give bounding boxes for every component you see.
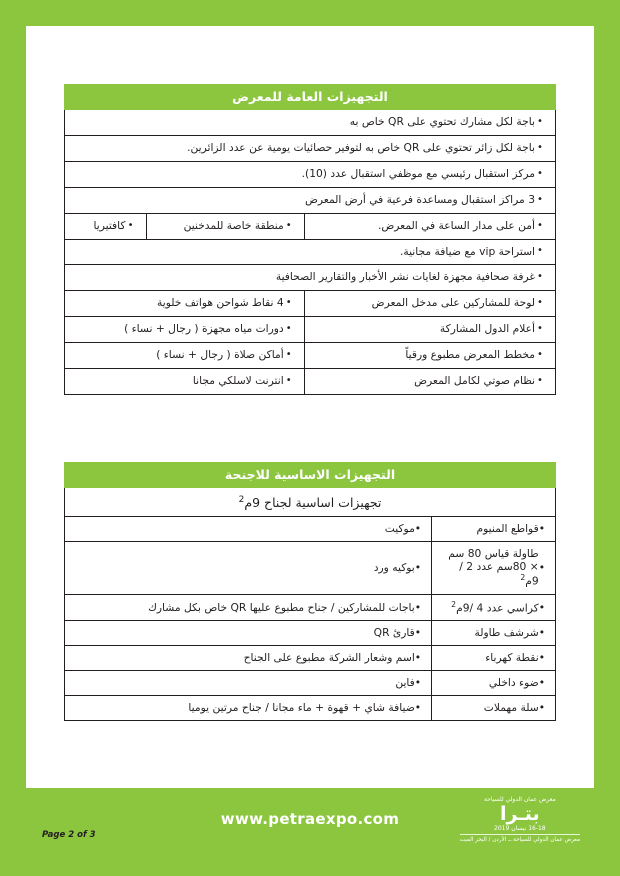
general-equipment-section [64, 84, 556, 395]
table-cell-desc [65, 646, 432, 670]
table-cell [305, 369, 555, 394]
cell-text: طاولة قياس 80 سم × 80سم عدد 2 / 9م [448, 547, 539, 588]
cell-text: قارئ QR [373, 626, 415, 640]
cell-text: شرشف طاولة [474, 626, 539, 640]
table-row [65, 342, 555, 368]
table-row [65, 620, 555, 645]
table-row [65, 541, 555, 594]
cell-text: ضوء داخلي [488, 676, 539, 690]
table-cell-label [432, 621, 555, 645]
bullet-icon: • [538, 676, 545, 690]
bullet-icon: • [537, 349, 543, 361]
page-content [26, 26, 594, 850]
table-cell [65, 162, 555, 187]
table-row [65, 110, 555, 135]
bullet-icon: • [538, 701, 545, 715]
cell-text: ضيافة شاي + قهوة + ماء مجانا / جناح مرتين يوميا [188, 701, 415, 715]
bullet-icon: • [538, 600, 545, 614]
bullet-icon: • [537, 297, 543, 309]
table-cell [305, 214, 555, 239]
cell-text: انترنت لاسلكي مجانا [192, 374, 284, 388]
page-border-top [0, 0, 620, 26]
cell-text: مركز استقبال رئيسي مع موظفي استقبال عدد (10). [301, 166, 535, 180]
bullet-icon: • [414, 651, 422, 665]
bullet-icon: • [538, 626, 545, 640]
table-cell-desc [65, 696, 432, 720]
cell-text: 3 مراكز استقبال ومساعدة فرعية في أرض المعرض [304, 192, 535, 206]
bullet-icon: • [414, 626, 422, 640]
booth-equipment-table [64, 516, 556, 721]
cell-text: باجة لكل مشارك تحتوي على QR خاص به [349, 115, 535, 128]
table-cell [65, 188, 555, 213]
bullet-icon: • [538, 522, 545, 536]
table-cell [65, 343, 305, 368]
cell-superscript: 2 [451, 599, 457, 609]
cell-text: قواطع المنيوم [476, 522, 539, 536]
bullet-icon: • [538, 651, 545, 665]
table-row [65, 264, 555, 290]
bullet-icon: • [537, 323, 543, 335]
bullet-icon: • [537, 245, 543, 257]
cell-text: غرفة صحافية مجهزة لغايات نشر الأخبار والتقارير الصحافية [275, 270, 535, 284]
table-cell [65, 240, 555, 265]
table-cell [305, 317, 555, 342]
bullet-icon: • [538, 560, 545, 574]
table-cell-label [432, 696, 555, 720]
table-cell-desc [65, 517, 432, 541]
table-row [65, 695, 555, 720]
general-equipment-table [64, 110, 556, 395]
table-row [65, 135, 555, 161]
table-cell [65, 214, 147, 239]
table-cell-desc [65, 621, 432, 645]
cell-text: نظام صوتي لكامل المعرض [414, 374, 535, 388]
bullet-icon: • [537, 219, 543, 231]
table-cell [65, 317, 305, 342]
bullet-icon: • [285, 349, 292, 361]
bullet-icon: • [414, 560, 422, 574]
subtitle-superscript: 2 [238, 495, 245, 505]
cell-text: 4 نقاط شواحن هواتف خلوية [157, 296, 284, 310]
cell-text: باجات للمشاركين / جناح مطبوع عليها QR خاص بكل مشارك [148, 600, 415, 614]
bullet-icon: • [537, 271, 543, 283]
cell-text: بوكيه ورد [373, 560, 415, 574]
cell-text: أماكن صلاة ( رجال + نساء ) [156, 348, 284, 362]
table-cell [65, 265, 555, 290]
table-row [65, 645, 555, 670]
cell-text: مخطط المعرض مطبوع ورقياً [405, 348, 535, 362]
booth-equipment-section [64, 462, 556, 721]
bullet-icon: • [537, 193, 543, 205]
bullet-icon: • [285, 297, 292, 309]
brand-date: 16-18 نيسان 2019 [494, 824, 546, 832]
page-border-right [594, 0, 620, 876]
table-cell-label [432, 517, 555, 541]
cell-text: أعلام الدول المشاركة [439, 322, 535, 336]
cell-text: كافتيريا [93, 218, 126, 232]
cell-text: دورات مياه مجهزة ( رجال + نساء ) [124, 322, 284, 336]
brand-subtitle: معرض عمان الدولي للسياحة ــ الأردن / البحر الميت [460, 834, 580, 844]
page-border-bottom [0, 850, 620, 876]
cell-text: فاين [395, 676, 415, 690]
bullet-icon: • [537, 115, 543, 127]
table-row [65, 594, 555, 621]
page-border-left [0, 0, 26, 876]
cell-text: باجة لكل زائر تحتوي على QR خاص به لتوفير حصائيات يومية عن عدد الزائرين. [187, 140, 535, 154]
table-cell-label [432, 595, 555, 621]
bullet-icon: • [127, 219, 134, 231]
table-cell [65, 110, 555, 135]
page-number: Page 2 of 3 [42, 830, 96, 840]
table-cell-desc [65, 542, 432, 594]
website-link[interactable]: www.petraexpo.com [220, 810, 400, 828]
table-row [65, 316, 555, 342]
cell-superscript: 2 [520, 573, 526, 583]
table-row [65, 368, 555, 394]
cell-text: موكيت [384, 522, 415, 536]
bullet-icon: • [537, 375, 543, 387]
table-row [65, 670, 555, 695]
bullet-icon: • [414, 522, 422, 536]
bullet-icon: • [537, 141, 543, 153]
cell-text: منطقة خاصة للمدخنين [183, 218, 284, 232]
bullet-icon: • [414, 600, 422, 614]
table-cell [65, 369, 305, 394]
table-row [65, 187, 555, 213]
table-cell-desc [65, 595, 432, 621]
table-cell-label [432, 646, 555, 670]
table-cell [305, 291, 555, 316]
bullet-icon: • [414, 676, 422, 690]
bullet-icon: • [285, 219, 292, 231]
table-cell-desc [65, 671, 432, 695]
bullet-icon: • [285, 323, 292, 335]
table-row [65, 161, 555, 187]
table-cell [65, 291, 305, 316]
cell-text: كراسي عدد 4 /9م [456, 601, 539, 615]
brand-tagline: معرض عمان الدولي للسياحة [483, 796, 556, 803]
table-cell [147, 214, 305, 239]
cell-text: لوحة للمشاركين على مدخل المعرض [371, 296, 535, 310]
cell-text: سلة مهملات [483, 701, 539, 715]
table-cell [65, 136, 555, 161]
bullet-icon: • [414, 701, 422, 715]
cell-text: نقطة كهرباء [485, 651, 539, 665]
table-row [65, 239, 555, 265]
bullet-icon: • [285, 375, 292, 387]
table-row [65, 516, 555, 541]
table-row [65, 213, 555, 239]
subtitle-text: تجهيزات اساسية لجناح 9م [244, 495, 382, 511]
bullet-icon: • [537, 167, 543, 179]
general-equipment-title: التجهيزات العامة للمعرض [64, 84, 556, 110]
brand-logo [460, 796, 580, 844]
booth-equipment-title: التجهيزات الاساسية للاجنحة [64, 462, 556, 488]
table-cell-label [432, 542, 555, 594]
table-row [65, 290, 555, 316]
table-cell [305, 343, 555, 368]
cell-text: أمن على مدار الساعة في المعرض. [377, 218, 535, 232]
brand-name: بتـرا [499, 802, 540, 825]
cell-text: اسم وشعار الشركة مطبوع على الجناح [243, 651, 415, 665]
booth-equipment-subtitle [64, 488, 556, 516]
page-footer [26, 788, 594, 850]
cell-text: استراحة vip مع ضيافة مجانية. [399, 244, 535, 258]
table-cell-label [432, 671, 555, 695]
